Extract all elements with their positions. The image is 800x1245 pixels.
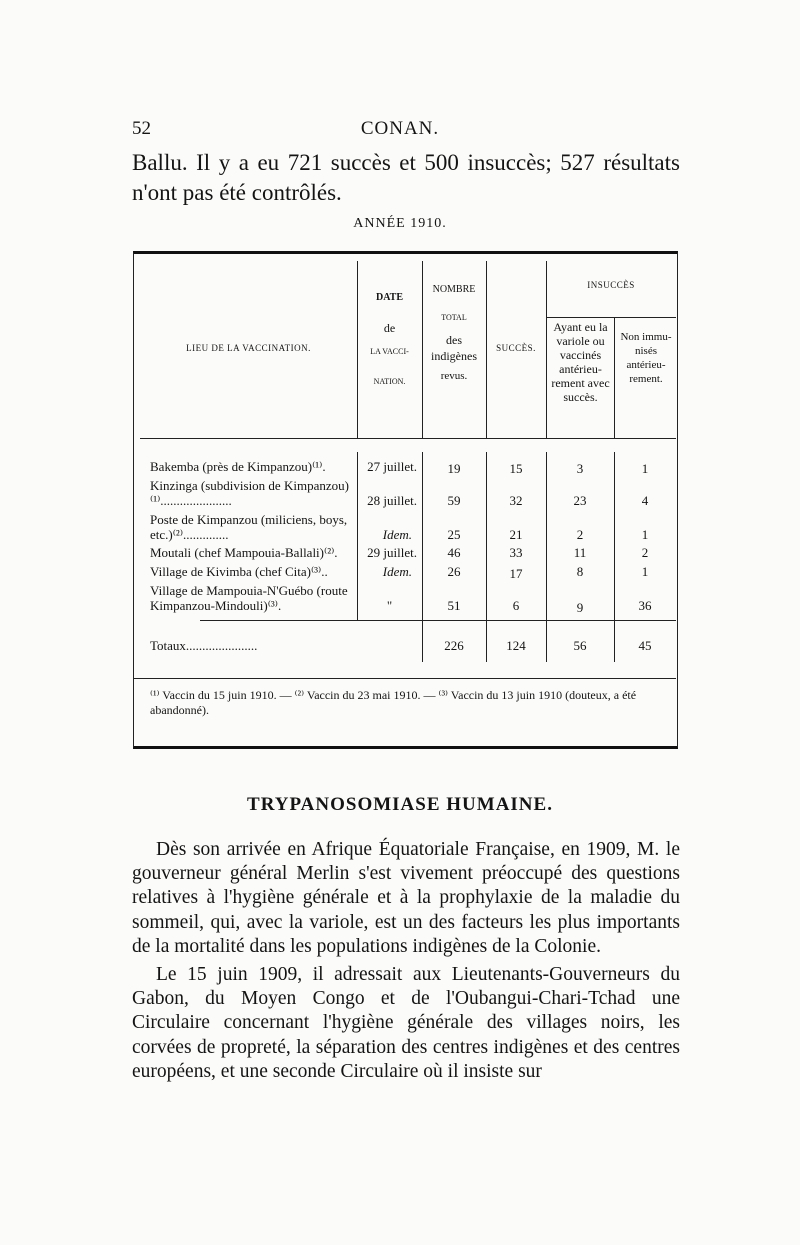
table-row-1-ayant: 3	[576, 461, 584, 476]
header-succes: SUCCÈS.	[496, 343, 536, 353]
table-row-6-succes: 6	[512, 598, 520, 613]
page-number: 52	[132, 118, 151, 139]
table-row-3-date: Idem.	[382, 527, 412, 542]
header-rule	[140, 438, 676, 439]
table-row-6-non: 36	[638, 598, 652, 613]
intro-paragraph: Ballu. Il y a eu 721 succès et 500 insuccès; 527 résultats n'ont pas été contrôlés.	[132, 150, 680, 205]
table-row-5-ayant: 8	[576, 564, 584, 579]
running-title: CONAN.	[360, 118, 440, 139]
table-row-1-date: 27 juillet.	[367, 459, 417, 474]
footnote-rule	[134, 678, 676, 679]
totals-non: 45	[638, 638, 652, 653]
table-row-3-ayant: 2	[576, 527, 584, 542]
header-insucces: INSUCCÈS	[587, 280, 635, 290]
table-row-6-lieu: Village de Mampouia-N'Guébo (route Kimpanzou-Mindouli)⁽³⁾.	[150, 583, 348, 613]
header-lieu: LIEU DE LA VACCINATION.	[186, 343, 311, 353]
body-text	[132, 838, 680, 1084]
table-row-2-non: 4	[641, 493, 649, 508]
totals-ayant: 56	[573, 638, 587, 653]
insucces-rule	[546, 317, 676, 318]
table-row-1-lieu: Bakemba (près de Kimpanzou)⁽¹⁾.	[150, 459, 326, 474]
paragraph-1: Dès son arrivée en Afrique Équatoriale Française, en 1909, M. le gouverneur général Merlin s'est vivement préoccupé des questions relatives à l'hygiène générale et à la prophylaxie de la maladie du sommeil, qui, avec la variole, est un des facteurs les plus importants de la mortalité dans les populations indigènes de la Colonie.	[132, 839, 680, 957]
header-date: DATE de LA VACCI- NATION.	[370, 292, 409, 386]
table-row-6-total: 51	[447, 598, 461, 613]
table-row-4-succes: 33	[509, 545, 523, 560]
col-divider	[614, 318, 615, 438]
table-row-3-succes: 21	[509, 527, 523, 542]
table-row-4-total: 46	[447, 545, 461, 560]
totals-rule	[200, 620, 676, 621]
totals-total: 226	[444, 638, 464, 653]
table-row-6-ayant: 9	[576, 600, 584, 615]
table-row-2-date: 28 juillet.	[367, 493, 417, 508]
table-row-2-lieu: Kinzinga (subdivision de Kimpanzou)⁽¹⁾......................	[150, 478, 349, 508]
table-row-5-succes: 17	[509, 566, 523, 581]
table-row-2-ayant: 23	[573, 493, 587, 508]
table-row-4-ayant: 11	[573, 545, 587, 560]
table-row-5-lieu: Village de Kivimba (chef Cita)⁽³⁾..	[150, 564, 328, 579]
table-row-6-date: "	[386, 598, 393, 613]
table-row-3-lieu: Poste de Kimpanzou (miliciens, boys, etc.)⁽²⁾..............	[150, 512, 348, 542]
table-row-1-non: 1	[641, 461, 649, 476]
table-row-2-succes: 32	[509, 493, 523, 508]
section-title: TRYPANOSOMIASE HUMAINE.	[247, 794, 553, 815]
table-row-1-succes: 15	[509, 461, 523, 476]
table-row-1-total: 19	[447, 461, 461, 476]
table-row-3-non: 1	[641, 527, 649, 542]
table-row-4-lieu: Moutali (chef Mampouia-Ballali)⁽²⁾.	[150, 545, 338, 560]
table-row-5-total: 26	[447, 564, 461, 579]
table-row-2-total: 59	[447, 493, 461, 508]
table-row-4-non: 2	[641, 545, 649, 560]
table-row-5-non: 1	[641, 564, 649, 579]
totals-succes: 124	[506, 638, 526, 653]
table-footnotes: ⁽¹⁾ Vaccin du 15 juin 1910. — ⁽²⁾ Vaccin du 23 mai 1910. — ⁽³⁾ Vaccin du 13 juin 1910 (douteux, a été abandonné).	[150, 688, 637, 717]
header-nombre: NOMBRE TOTAL des indigènes revus.	[431, 284, 477, 382]
table-row-3-total: 25	[447, 527, 461, 542]
totals-label: Totaux......................	[150, 638, 258, 653]
table-year-title: ANNÉE 1910.	[353, 216, 447, 231]
header-insucces-non: Non immu-nisés antérieu-rement.	[620, 331, 672, 385]
header-insucces-ayant: Ayant eu la variole ou vaccinés antérieu-rement avec succès.	[551, 320, 610, 404]
paragraph-2: Le 15 juin 1909, il adressait aux Lieutenants-Gouverneurs du Gabon, du Moyen Congo et de l'Oubangui-Chari-Tchad une Circulaire concernant l'hygiène générale des villages noirs, les corvées de propreté, la séparation des centres indigènes et des centres européens, et une seconde Circulaire où il insiste sur	[132, 964, 680, 1082]
table-row-4-date: 29 juillet.	[367, 545, 417, 560]
table-row-5-date: Idem.	[382, 564, 412, 579]
